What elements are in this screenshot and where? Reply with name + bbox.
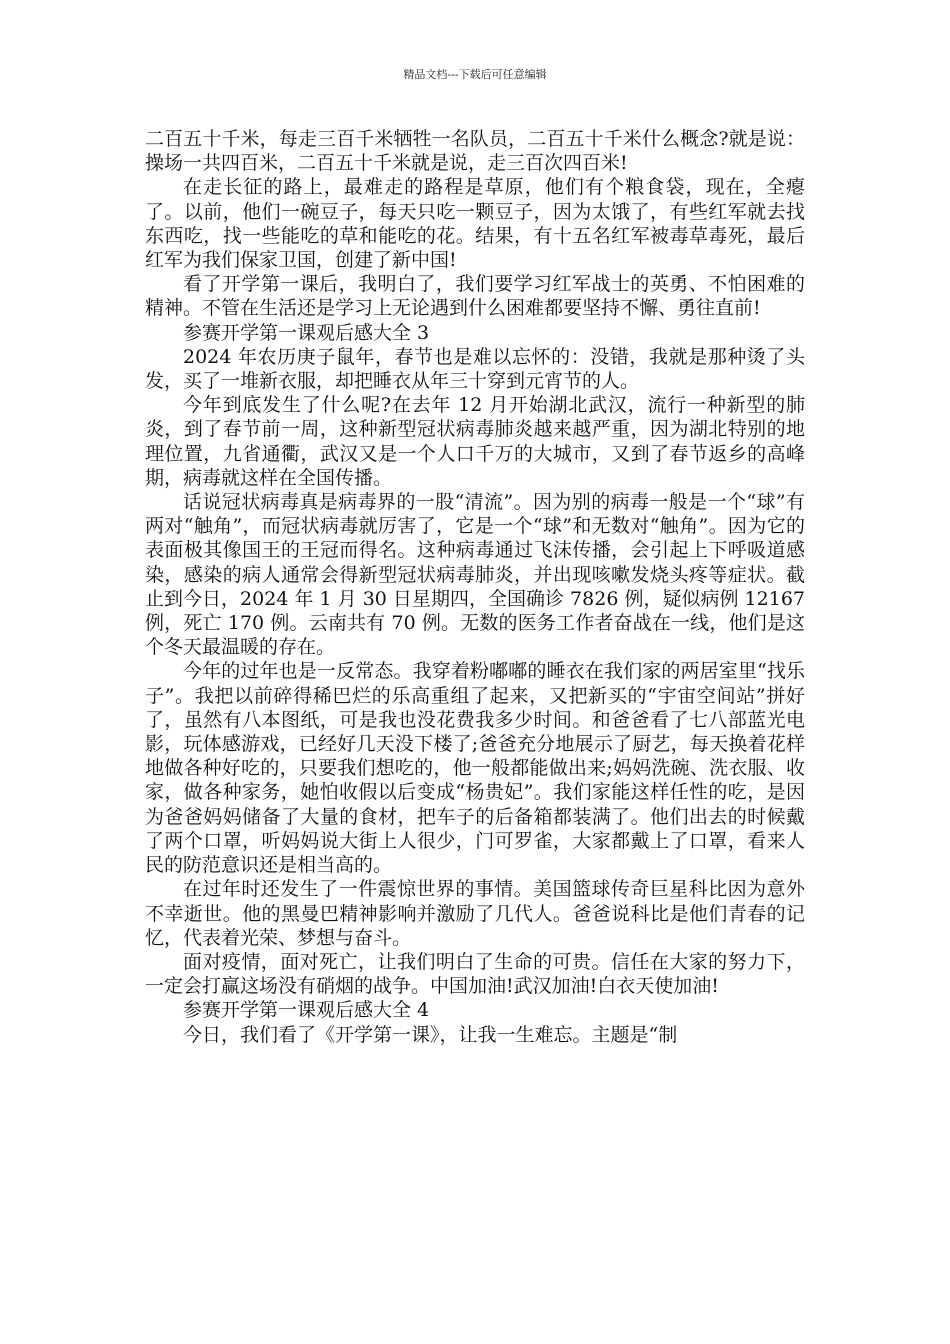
section-heading: 参赛开学第一课观后感大全 3 bbox=[183, 321, 430, 344]
section-heading: 参赛开学第一课观后感大全 4 bbox=[183, 999, 430, 1022]
page-header: 精品文档---下载后可任意编辑 bbox=[403, 68, 547, 81]
paragraph: 看了开学第一课后，我明白了，我们要学习红军战士的英勇、不怕困难的精神。不管在生活还是学习上无论遇到什么困难都要坚持不懈、勇往直前! bbox=[145, 273, 805, 320]
paragraph: 2024 年农历庚子鼠年，春节也是难以忘怀的：没错，我就是那种烫了头发，买了一堆新衣服，却把睡衣从年三十穿到元宵节的人。 bbox=[145, 345, 805, 393]
paragraph: 今年到底发生了什么呢?在去年 12 月开始湖北武汉，流行一种新型的肺炎，到了春节前一周，这种新型冠状病毒肺炎越来越严重，因为湖北特别的地理位置，九省通衢，武汉又是一个人口千万的大城市，又到了春节返乡的高峰期，病毒就这样在全国传播。 bbox=[145, 394, 805, 489]
document-body bbox=[145, 127, 805, 1047]
paragraph: 话说冠状病毒真是病毒界的一股“清流”。因为别的病毒一般是一个“球”有两对“触角”，而冠状病毒就厉害了，它是一个“球”和无数对“触角”。因为它的表面极其像国王的王冠而得名。这种病毒通过飞沫传播，会引起上下呼吸道感染，感染的病人通常会得新型冠状病毒肺炎，并出现咳嗽发烧头疼等症状。截止到今日，2024 年 1 月 30 日星期四，全国确诊 7826 例，疑似病例 12167 例，死亡 170 例。云南共有 70 例。无数的医务工作者奋战在一线，他们是这个冬天最温暖的存在。 bbox=[145, 491, 805, 659]
paragraph: 今年的过年也是一反常态。我穿着粉嘟嘟的睡衣在我们家的两居室里“找乐子”。我把以前碎得稀巴烂的乐高重组了起来，又把新买的“宇宙空间站”拼好了，虽然有八本图纸，可是我也没花费我多少时间。和爸爸看了七八部蓝光电影，玩体感游戏，已经好几天没下楼了;爸爸充分地展示了厨艺，每天换着花样地做各种好吃的，只要我们想吃的，他一般都能做出来;妈妈洗碗、洗衣服、收家，做各种家务，她怕收假以后变成“杨贵妃”。我们家能这样任性的吃，是因为爸爸妈妈储备了大量的食材，把车子的后备箱都装满了。他们出去的时候戴了两个口罩，听妈妈说大街上人很少，门可罗雀，大家都戴上了口罩，看来人民的防范意识还是相当高的。 bbox=[145, 660, 805, 877]
paragraph: 二百五十千米，每走三百千米牺牲一名队员，二百五十千米什么概念?就是说：操场一共四百米，二百五十千米就是说，走三百次四百米! bbox=[145, 128, 805, 175]
paragraph: 在过年时还发生了一件震惊世界的事情。美国篮球传奇巨星科比因为意外不幸逝世。他的黑曼巴精神影响并激励了几代人。爸爸说科比是他们青春的记忆，代表着光荣、梦想与奋斗。 bbox=[145, 878, 805, 949]
paragraph: 面对疫情，面对死亡，让我们明白了生命的可贵。信任在大家的努力下，一定会打赢这场没有硝烟的战争。中国加油!武汉加油!白衣天使加油! bbox=[145, 950, 805, 998]
paragraph: 在走长征的路上，最难走的路程是草原，他们有个粮食袋，现在，全瘪了。以前，他们一碗豆子，每天只吃一颗豆子，因为太饿了，有些红军就去找东西吃，找一些能吃的草和能吃的花。结果，有十五名红军被毒草毒死，最后红军为我们保家卫国，创建了新中国! bbox=[145, 176, 805, 272]
paragraph: 今日，我们看了《开学第一课》，让我一生难忘。主题是“制 bbox=[183, 1023, 678, 1046]
